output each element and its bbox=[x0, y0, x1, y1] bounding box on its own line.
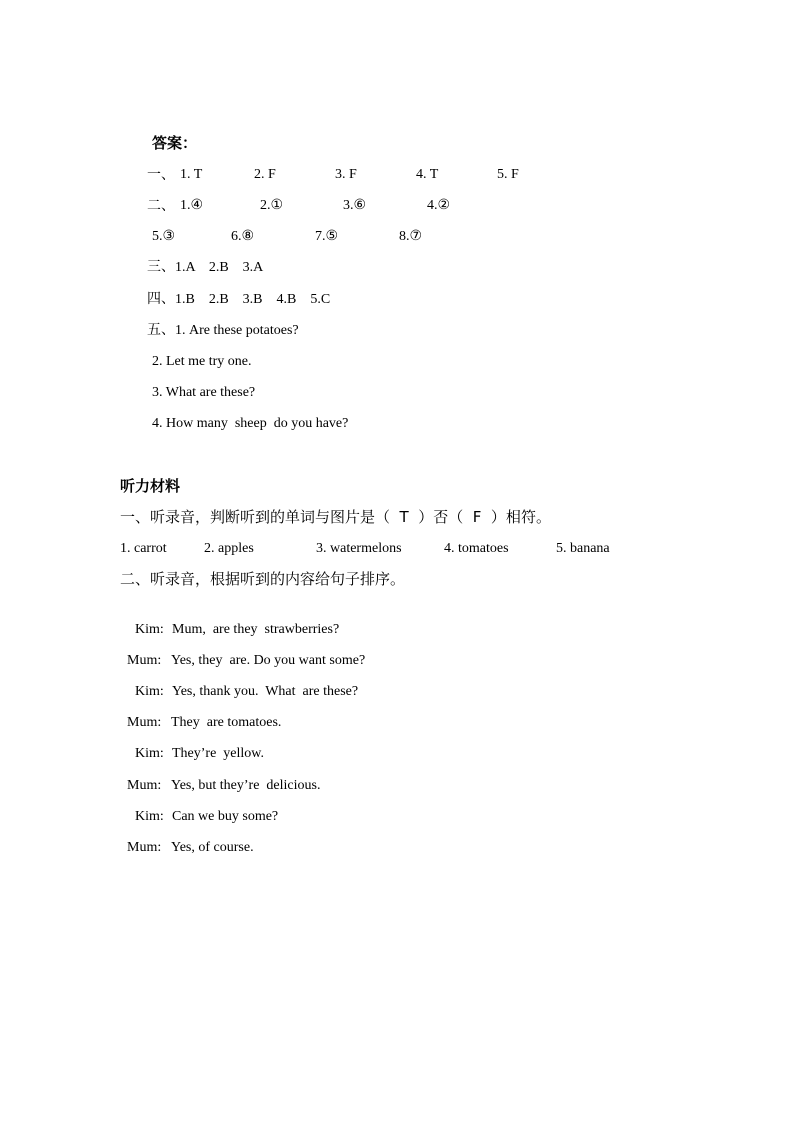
answer-item: 8.⑦ bbox=[399, 229, 423, 244]
answer-item: 2. F bbox=[254, 167, 276, 182]
answers-section-5-line-1: 五、1. Are these potatoes? bbox=[147, 323, 299, 338]
dialogue-line bbox=[120, 821, 254, 857]
word-item: 4. tomatoes bbox=[444, 541, 509, 556]
dialogue-text: Can we buy some? bbox=[172, 809, 279, 824]
answers-section-5-line-4: 4. How many sheep do you have? bbox=[152, 416, 349, 431]
answers-section-4: 四、1.B 2.B 3.B 4.B 5.C bbox=[147, 292, 331, 307]
answer-item: 4. T bbox=[416, 167, 439, 182]
dialogue-text: Yes, they are. Do you want some? bbox=[171, 653, 366, 668]
word-item: 2. apples bbox=[204, 541, 254, 556]
dialogue-text: Yes, thank you. What are these? bbox=[172, 684, 359, 699]
speaker-label: Kim: bbox=[135, 809, 164, 824]
answer-item: 5.③ bbox=[152, 229, 176, 244]
answers-section-5-line-3: 3. What are these? bbox=[152, 385, 256, 400]
dialogue-text: Mum, are they strawberries? bbox=[172, 622, 340, 637]
word-item: 1. carrot bbox=[120, 541, 167, 556]
answer-item: 3. F bbox=[335, 167, 357, 182]
answers-heading: 答案： bbox=[152, 134, 198, 152]
speaker-label: Mum: bbox=[127, 778, 162, 793]
speaker-label: Kim: bbox=[135, 746, 164, 761]
word-item: 3. watermelons bbox=[316, 541, 402, 556]
listening-q1-instruction: 一、听录音，判断听到的单词与图片是（ T ）否（ F ）相符。 bbox=[120, 508, 551, 526]
answer-item: 7.⑤ bbox=[315, 229, 339, 244]
speaker-label: Kim: bbox=[135, 622, 164, 637]
word-item: 5. banana bbox=[556, 541, 610, 556]
answer-item: 6.⑧ bbox=[231, 229, 255, 244]
answer-item: 3.⑥ bbox=[343, 198, 367, 213]
answer-item: 1.④ bbox=[180, 198, 204, 213]
answer-item: 1. T bbox=[180, 167, 203, 182]
speaker-label: Mum: bbox=[127, 715, 162, 730]
dialogue-text: Yes, of course. bbox=[171, 840, 254, 855]
speaker-label: Mum: bbox=[127, 653, 162, 668]
answer-item: 5. F bbox=[497, 167, 519, 182]
section-1-prefix: 一、 bbox=[147, 167, 175, 183]
listening-q2-instruction: 二、听录音，根据听到的内容给句子排序。 bbox=[120, 570, 406, 588]
listening-heading: 听力材料 bbox=[120, 477, 181, 495]
speaker-label: Kim: bbox=[135, 684, 164, 699]
speaker-label: Mum: bbox=[127, 840, 162, 855]
dialogue-text: Yes, but they’re delicious. bbox=[171, 778, 321, 793]
answer-item: 4.② bbox=[427, 198, 451, 213]
answers-section-5-line-2: 2. Let me try one. bbox=[152, 354, 252, 369]
dialogue-text: They are tomatoes. bbox=[171, 715, 282, 730]
dialogue-line bbox=[128, 727, 264, 763]
answer-item: 2.① bbox=[260, 198, 284, 213]
answers-section-3: 三、1.A 2.B 3.A bbox=[147, 260, 264, 275]
dialogue-text: They’re yellow. bbox=[172, 746, 264, 761]
section-2-prefix: 二、 bbox=[147, 198, 175, 214]
